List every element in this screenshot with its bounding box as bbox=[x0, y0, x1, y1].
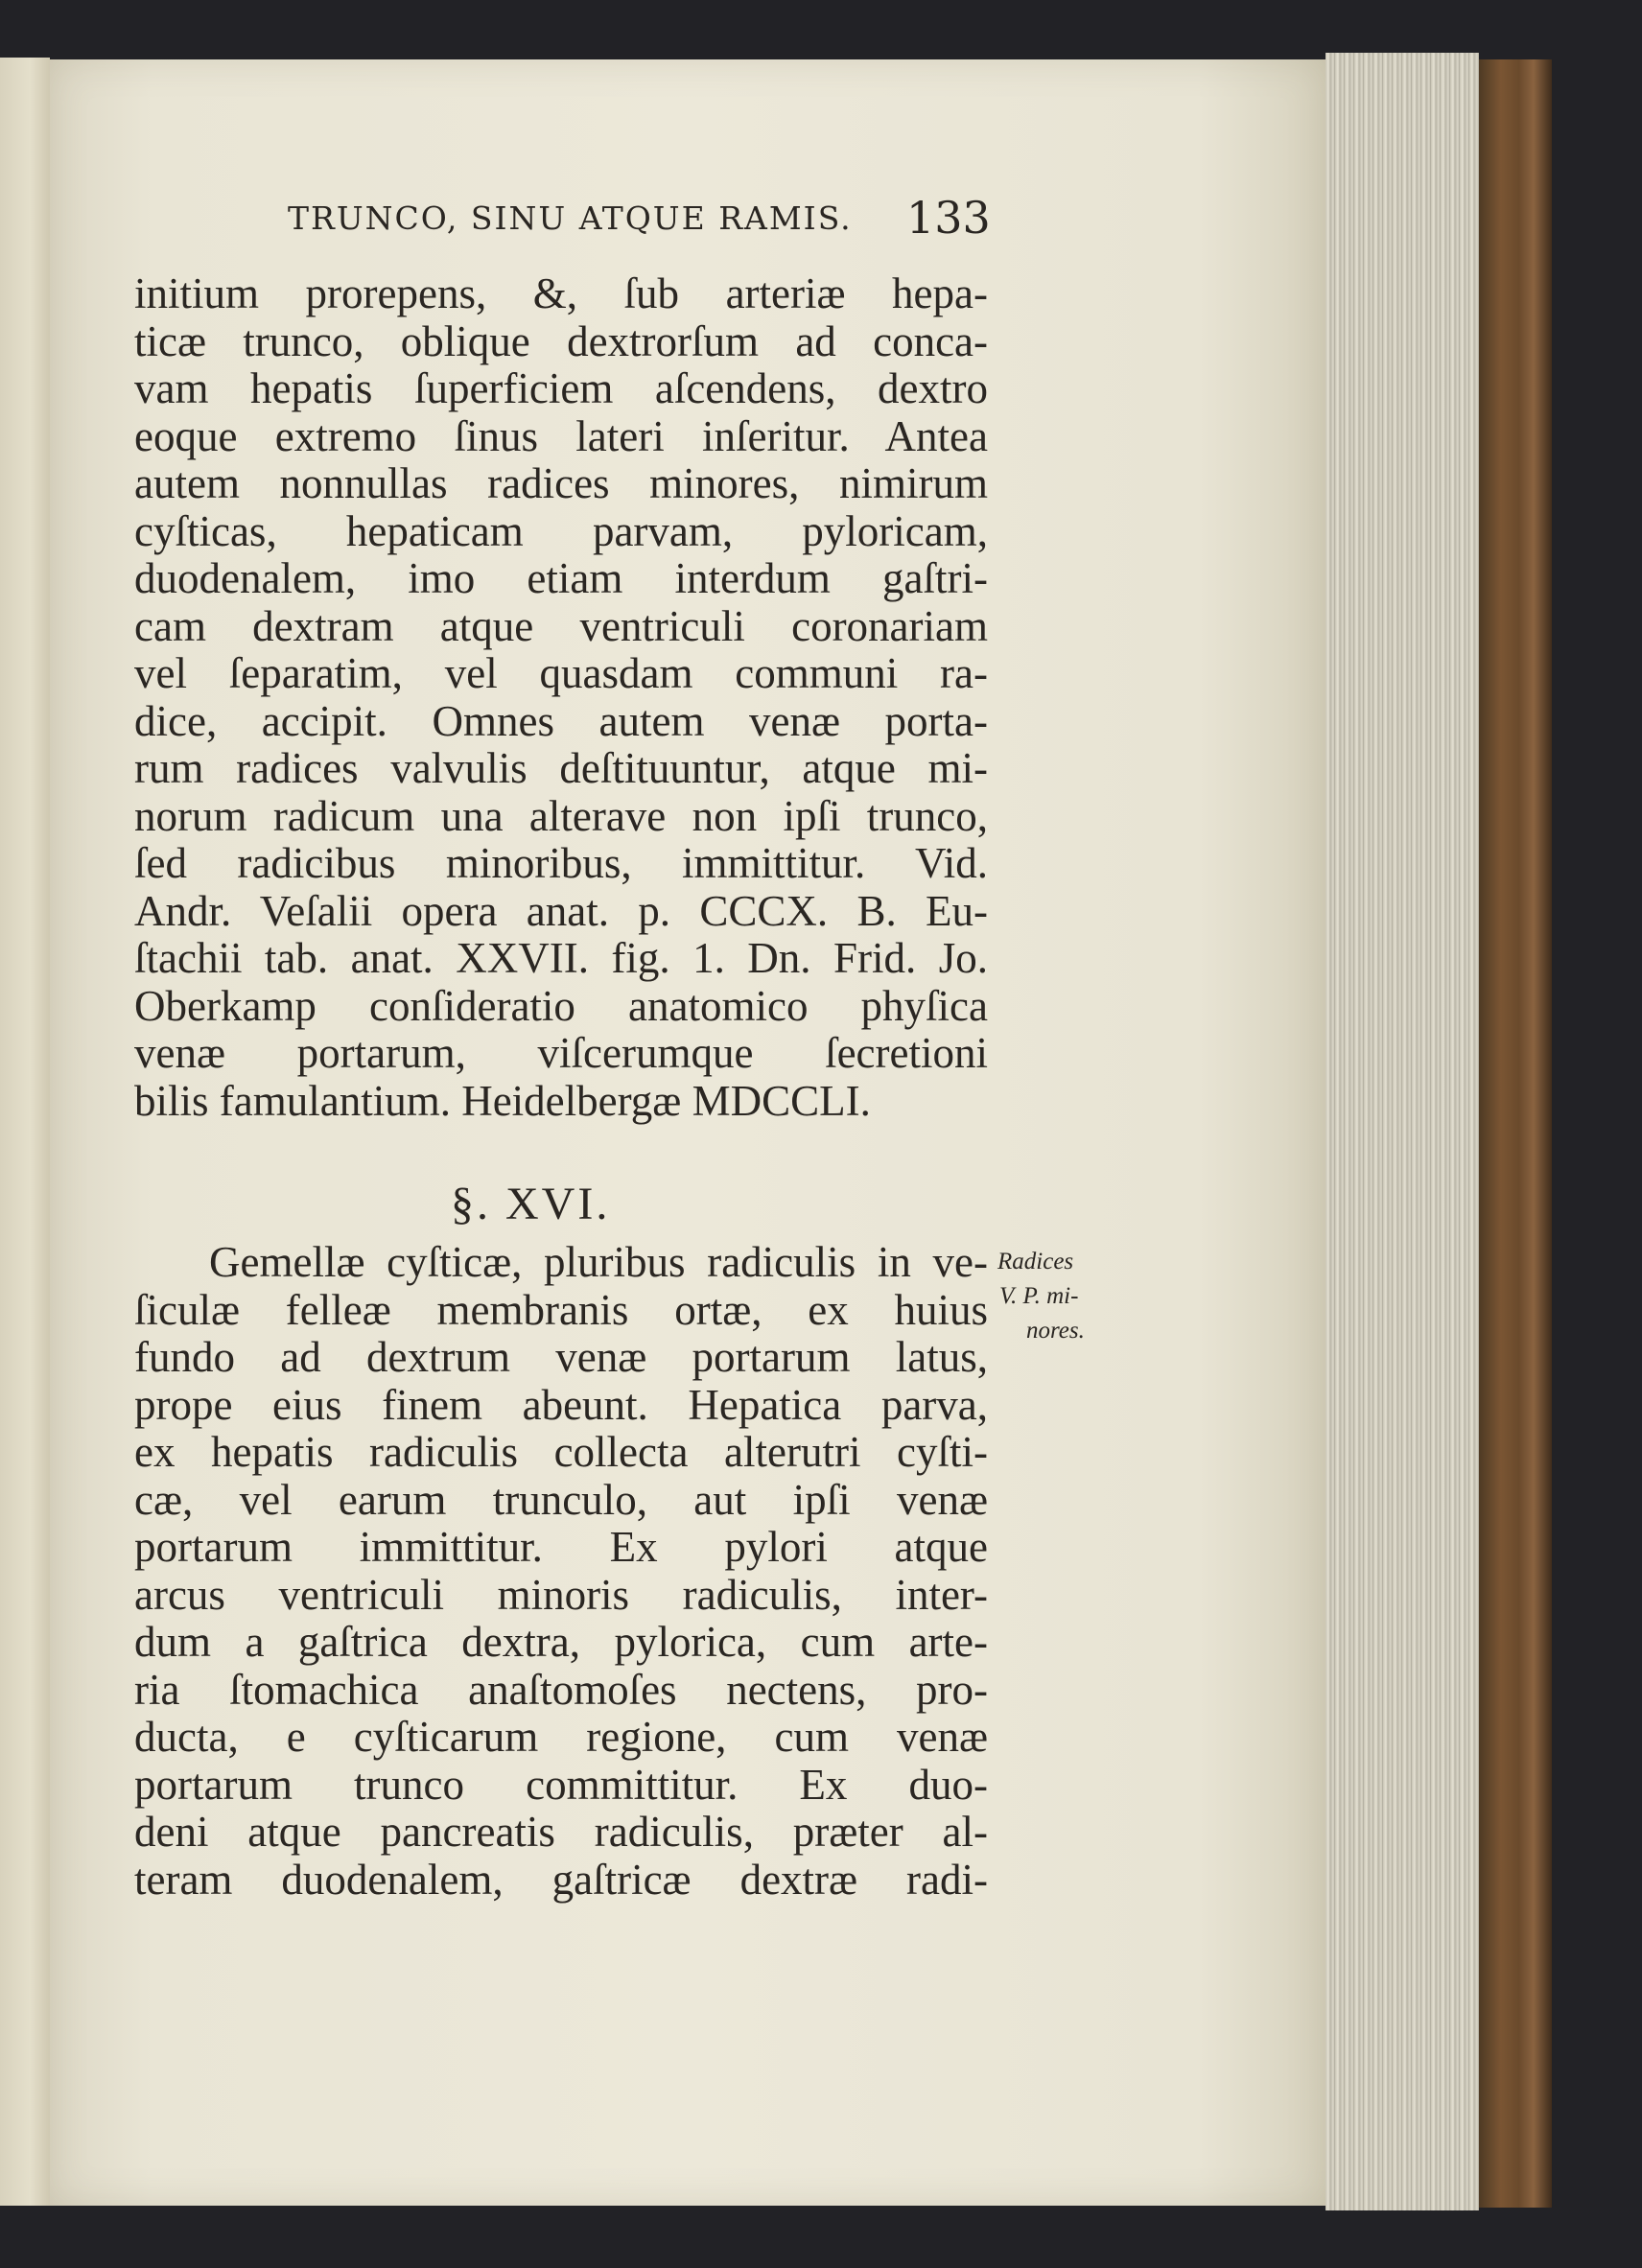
body-text-section-1 bbox=[134, 270, 988, 1125]
text-line: rum radices valvulis deſtituuntur, atque mi- bbox=[134, 744, 988, 792]
text-line: venæ portarum, viſcerumque ſecretioni bbox=[134, 1029, 988, 1077]
page-edges bbox=[1325, 53, 1479, 2210]
text-line: fundo ad dextrum venæ portarum latus, bbox=[134, 1333, 988, 1381]
book-cover bbox=[1479, 59, 1552, 2208]
text-line: teram duodenalem, gaſtricæ dextræ radi- bbox=[134, 1855, 988, 1904]
text-line: vam hepatis ſuperficiem aſcendens, dextro bbox=[134, 364, 988, 412]
left-page-edge bbox=[0, 58, 50, 2206]
text-line: eoque extremo ſinus lateri inſeritur. Antea bbox=[134, 411, 988, 460]
text-line: ſiculæ felleæ membranis ortæ, ex huius bbox=[134, 1285, 988, 1334]
section-heading: §. XVI. bbox=[451, 1179, 611, 1229]
text-line: portarum trunco committitur. Ex duo- bbox=[134, 1760, 988, 1809]
running-title: TRUNCO, SINU ATQUE RAMIS. bbox=[288, 199, 853, 237]
text-line: cyſticas, hepaticam parvam, pyloricam, bbox=[134, 506, 988, 555]
text-line: ex hepatis radiculis collecta alterutri cyſti- bbox=[134, 1428, 988, 1476]
text-line: initium prorepens, &, ſub arteriæ hepa- bbox=[134, 269, 988, 317]
text-line: prope eius finem abeunt. Hepatica parva, bbox=[134, 1380, 988, 1429]
page-number: 133 bbox=[906, 192, 991, 244]
text-line: ticæ trunco, oblique dextrorſum ad conca- bbox=[134, 316, 988, 365]
text-line: arcus ventriculi minoris radiculis, inter- bbox=[134, 1570, 988, 1619]
text-line: bilis famulantium. Heidelbergæ MDCCLI. bbox=[134, 1076, 871, 1125]
marginal-note-line: nores. bbox=[1026, 1318, 1085, 1344]
text-line: dum a gaſtrica dextra, pylorica, cum arte- bbox=[134, 1618, 988, 1666]
text-line: Andr. Veſalii opera anat. p. CCCX. B. Eu- bbox=[134, 886, 988, 935]
text-line: cam dextram atque ventriculi coronariam bbox=[134, 601, 988, 650]
marginal-note-line: V. P. mi- bbox=[999, 1283, 1079, 1309]
text-line: vel ſeparatim, vel quasdam communi ra- bbox=[134, 649, 988, 697]
text-line: ria ſtomachica anaſtomoſes nectens, pro- bbox=[134, 1665, 988, 1714]
text-line: deni atque pancreatis radiculis, præter al- bbox=[134, 1808, 988, 1856]
marginal-note bbox=[997, 1245, 1085, 1348]
text-line: autem nonnullas radices minores, nimirum bbox=[134, 459, 988, 507]
text-line: dice, accipit. Omnes autem venæ porta- bbox=[134, 696, 988, 745]
body-text-section-2 bbox=[134, 1239, 988, 1904]
text-line: ducta, e cyſticarum regione, cum venæ bbox=[134, 1713, 988, 1761]
text-line: Oberkamp conſideratio anatomico phyſica bbox=[134, 981, 988, 1030]
text-line: portarum immittitur. Ex pylori atque bbox=[134, 1523, 988, 1571]
text-line: Gemellæ cyſticæ, pluribus radiculis in ve- bbox=[209, 1238, 988, 1286]
text-line: duodenalem, imo etiam interdum gaſtri- bbox=[134, 554, 988, 602]
text-line: cæ, vel earum trunculo, aut ipſi venæ bbox=[134, 1475, 988, 1524]
text-line: ſtachii tab. anat. XXVII. fig. 1. Dn. Frid. Jo. bbox=[134, 934, 988, 982]
text-line: norum radicum una alterave non ipſi trunco, bbox=[134, 791, 988, 840]
marginal-note-line: Radices bbox=[997, 1249, 1074, 1274]
text-line: ſed radicibus minoribus, immittitur. Vid. bbox=[134, 839, 988, 887]
